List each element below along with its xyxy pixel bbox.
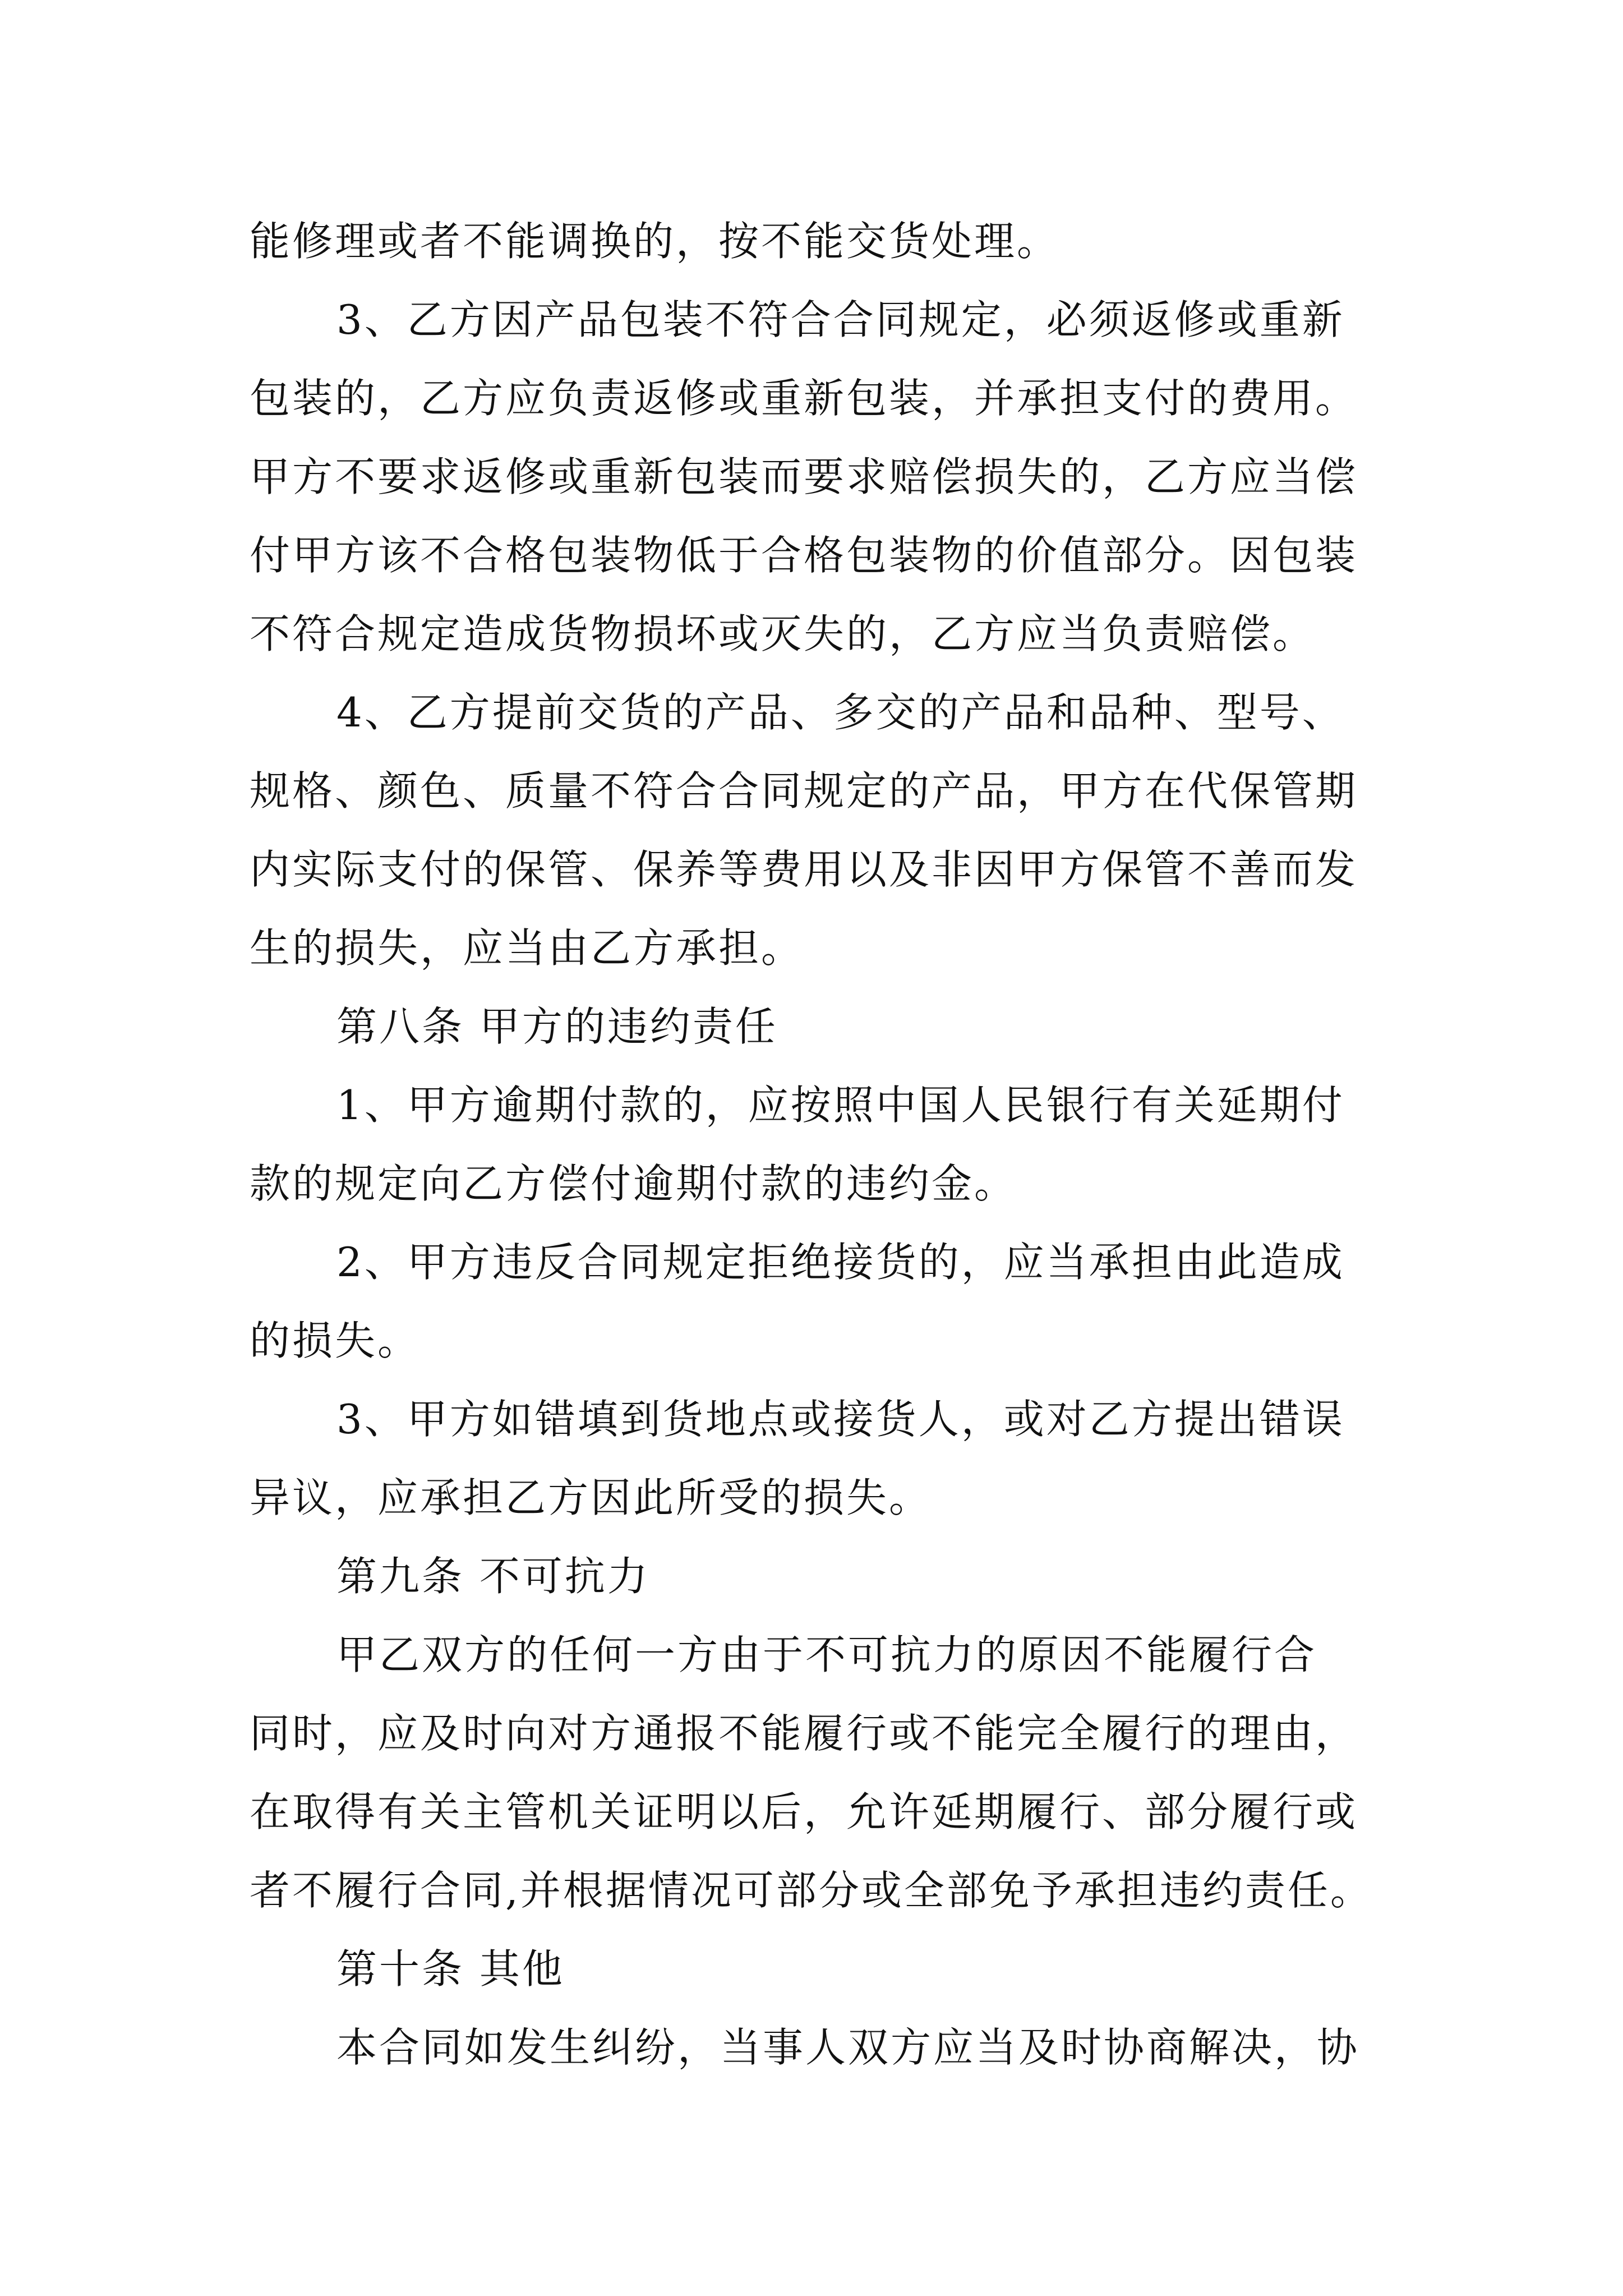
text-line: 者不履行合同,并根据情况可部分或全部免予承担违约责任。	[250, 1867, 1373, 1914]
text-line: 甲乙双方的任何一方由于不可抗力的原因不能履行合	[336, 1631, 1317, 1678]
text-line: 3、乙方因产品包装不符合合同规定，必须返修或重新	[336, 296, 1345, 343]
text-line: 规格、颜色、质量不符合合同规定的产品，甲方在代保管期	[250, 767, 1358, 815]
text-line: 甲方不要求返修或重新包装而要求赔偿损失的，乙方应当偿	[250, 453, 1358, 500]
text-line: 3、甲方如错填到货地点或接货人，或对乙方提出错误	[336, 1396, 1345, 1443]
text-line: 付甲方该不合格包装物低于合格包装物的价值部分。因包装	[250, 532, 1358, 579]
text-line: 款的规定向乙方偿付逾期付款的违约金。	[250, 1160, 1017, 1207]
text-line: 本合同如发生纠纷，当事人双方应当及时协商解决，协	[336, 2024, 1360, 2071]
section-heading: 第十条 其他	[336, 1945, 565, 1993]
text-line: 同时，应及时向对方通报不能履行或不能完全履行的理由，	[250, 1710, 1358, 1757]
section-heading: 第九条 不可抗力	[336, 1553, 650, 1600]
text-line: 的损失。	[250, 1317, 421, 1364]
text-line: 内实际支付的保管、保养等费用以及非因甲方保管不善而发	[250, 846, 1358, 893]
section-heading: 第八条 甲方的违约责任	[336, 1003, 778, 1050]
text-line: 能修理或者不能调换的，按不能交货处理。	[250, 218, 1060, 265]
text-line: 异议，应承担乙方因此所受的损失。	[250, 1474, 932, 1521]
text-line: 1、甲方逾期付款的，应按照中国人民银行有关延期付	[336, 1082, 1345, 1129]
text-line: 4、乙方提前交货的产品、多交的产品和品种、型号、	[336, 689, 1345, 736]
text-line: 不符合规定造成货物损坏或灭失的，乙方应当负责赔偿。	[250, 610, 1316, 657]
text-line: 生的损失，应当由乙方承担。	[250, 924, 804, 972]
text-line: 在取得有关主管机关证明以后，允许延期履行、部分履行或	[250, 1788, 1358, 1835]
text-line: 包装的，乙方应负责返修或重新包装，并承担支付的费用。	[250, 375, 1358, 422]
text-line: 2、甲方违反合同规定拒绝接货的，应当承担由此造成	[336, 1239, 1345, 1286]
